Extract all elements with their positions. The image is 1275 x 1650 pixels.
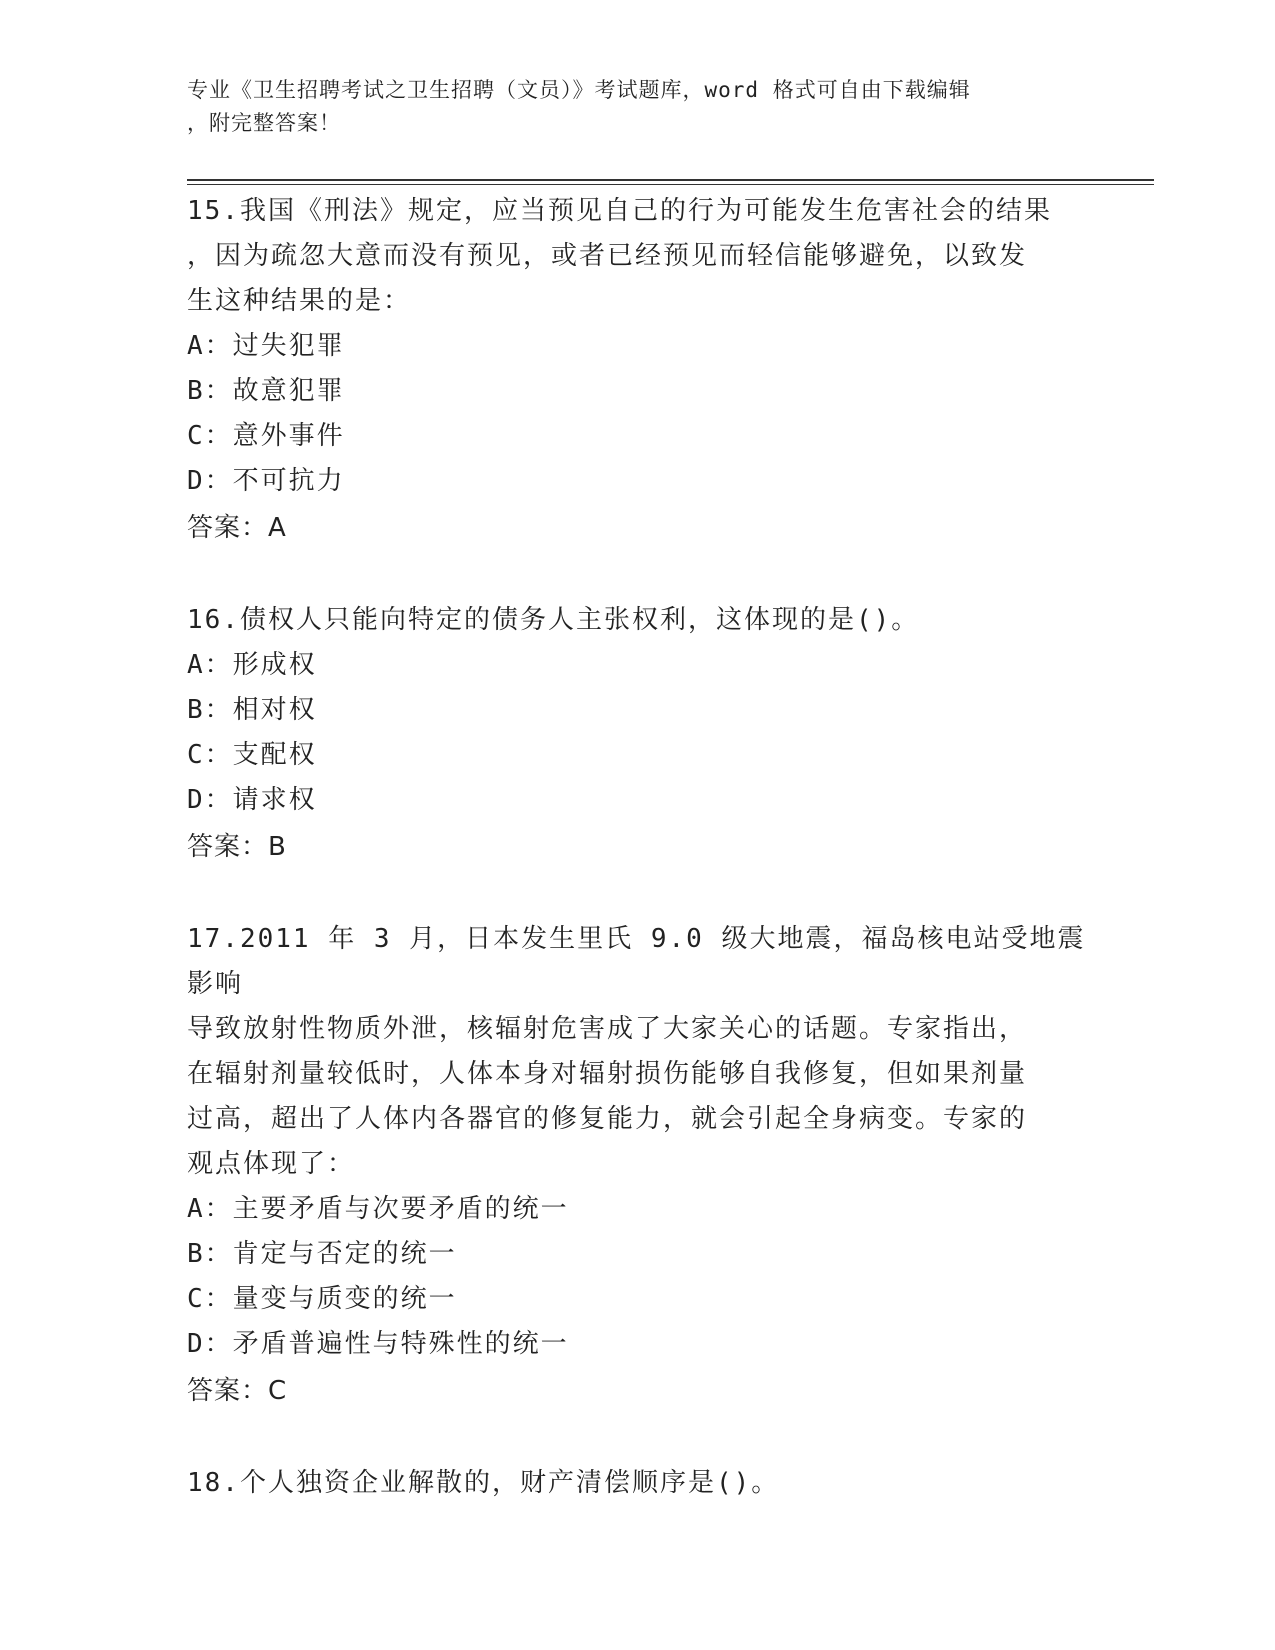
option-c: C：量变与质变的统一 — [187, 1284, 457, 1314]
question-text-line: 过高，超出了人体内各器官的修复能力，就会引起全身病变。专家的 — [187, 1104, 1028, 1134]
option-b: B：肯定与否定的统一 — [187, 1239, 457, 1269]
header-line-2: ，附完整答案！ — [187, 111, 341, 135]
answer-line: 答案：B — [187, 832, 287, 862]
question-text-line: 观点体现了： — [187, 1149, 356, 1179]
question-text-line: 15.我国《刑法》规定，应当预见自己的行为可能发生危害社会的结果 — [187, 196, 1052, 226]
question-text-line: ，因为疏忽大意而没有预见，或者已经预见而轻信能够避免，以致发 — [187, 241, 1028, 271]
option-b: B：相对权 — [187, 695, 317, 725]
spacer — [187, 871, 1087, 917]
option-a: A：形成权 — [187, 650, 317, 680]
question-text-line: 在辐射剂量较低时，人体本身对辐射损伤能够自我修复，但如果剂量 — [187, 1059, 1028, 1089]
option-a: A：过失犯罪 — [187, 331, 345, 361]
question-list — [187, 189, 1087, 1506]
option-c: C：意外事件 — [187, 421, 345, 451]
answer-line: 答案：A — [187, 513, 287, 543]
option-b: B：故意犯罪 — [187, 376, 345, 406]
header-divider-thin — [187, 184, 1154, 185]
question-17 — [187, 917, 1087, 1415]
option-c: C：支配权 — [187, 740, 317, 770]
answer-line: 答案：C — [187, 1376, 288, 1406]
spacer — [187, 1415, 1087, 1461]
question-15 — [187, 189, 1087, 552]
question-text-line: 生这种结果的是： — [187, 286, 412, 316]
document-header — [187, 74, 1087, 140]
option-a: A：主要矛盾与次要矛盾的统一 — [187, 1194, 569, 1224]
option-d: D：请求权 — [187, 785, 317, 815]
question-text-line: 18.个人独资企业解散的，财产清偿顺序是()。 — [187, 1468, 780, 1498]
option-d: D：矛盾普遍性与特殊性的统一 — [187, 1329, 569, 1359]
question-16 — [187, 598, 1087, 871]
question-text-line: 16.债权人只能向特定的债务人主张权利，这体现的是()。 — [187, 605, 920, 635]
option-d: D：不可抗力 — [187, 466, 345, 496]
question-18 — [187, 1461, 1087, 1506]
question-text-line: 17.2011 年 3 月，日本发生里氏 9.0 级大地震，福岛核电站受地震影响 — [187, 924, 1086, 999]
header-line-1: 专业《卫生招聘考试之卫生招聘（文员）》考试题库，word 格式可自由下载编辑 — [187, 78, 971, 102]
question-text-line: 导致放射性物质外泄，核辐射危害成了大家关心的话题。专家指出， — [187, 1014, 1028, 1044]
spacer — [187, 552, 1087, 598]
header-divider-thick — [187, 179, 1154, 181]
